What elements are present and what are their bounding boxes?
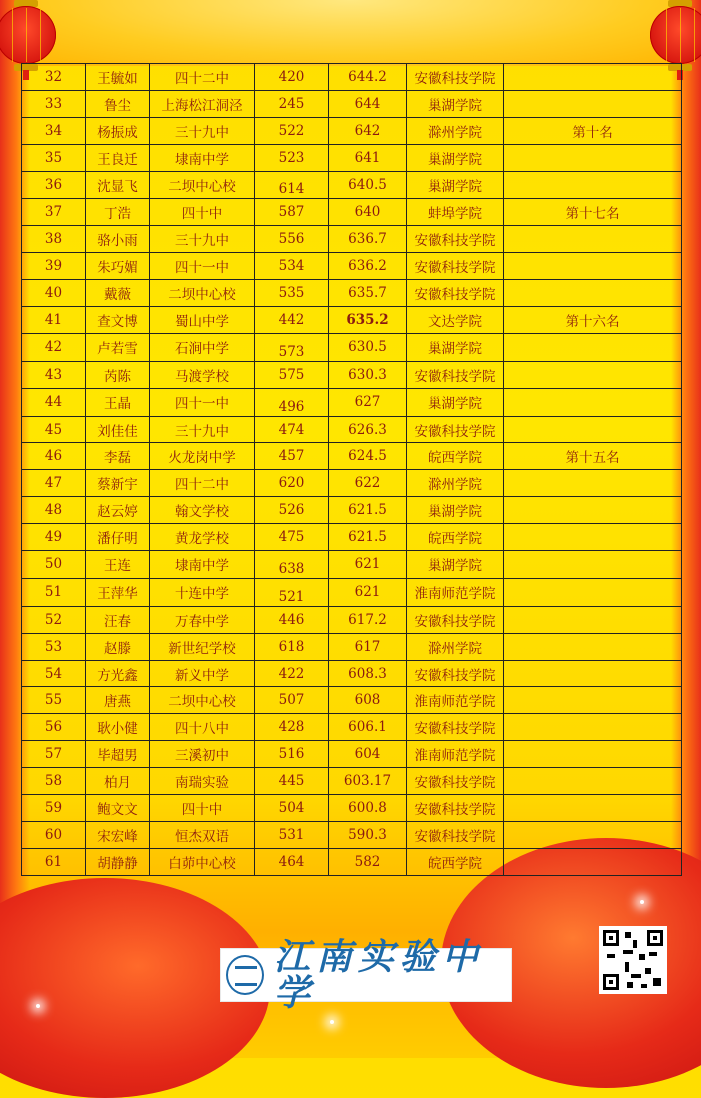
college-cell: 文达学院 [407,307,504,334]
college-cell: 皖西学院 [407,443,504,470]
school-cell: 三十九中 [150,226,255,253]
student-name-cell: 潘仔明 [86,524,150,551]
school-cell: 二坝中心校 [150,171,255,199]
college-cell: 巢湖学院 [407,144,504,171]
total-score-cell: 621 [329,578,407,606]
school-cell: 十连中学 [150,578,255,606]
table-row [22,660,682,687]
score-cell: 245 [255,90,329,117]
table-row [22,633,682,660]
rank-cell: 48 [22,497,86,524]
rank-cell: 46 [22,443,86,470]
school-cell: 上海松江洞泾 [150,90,255,117]
school-cell: 二坝中心校 [150,687,255,714]
rank-cell: 47 [22,470,86,497]
rank-cell: 43 [22,361,86,388]
school-cell: 三十九中 [150,416,255,443]
college-cell: 安徽科技学院 [407,714,504,741]
rank-cell: 39 [22,253,86,280]
college-cell: 安徽科技学院 [407,606,504,633]
school-cell: 新世纪学校 [150,633,255,660]
rank-cell: 37 [22,199,86,226]
table-row [22,388,682,416]
score-cell: 464 [255,848,329,875]
rank-cell: 44 [22,388,86,416]
student-name-cell: 刘佳佳 [86,416,150,443]
rank-cell: 49 [22,524,86,551]
score-cell: 522 [255,117,329,144]
school-cell: 火龙岗中学 [150,443,255,470]
total-score-cell: 627 [329,388,407,416]
college-cell: 蚌埠学院 [407,199,504,226]
student-name-cell: 柏月 [86,768,150,795]
note-cell [504,660,682,687]
note-cell [504,361,682,388]
rank-cell: 32 [22,64,86,91]
school-cell: 四十二中 [150,470,255,497]
student-name-cell: 王毓如 [86,64,150,91]
note-cell [504,551,682,579]
note-cell [504,388,682,416]
total-score-cell: 608 [329,687,407,714]
college-cell: 安徽科技学院 [407,768,504,795]
rank-cell: 51 [22,578,86,606]
college-cell: 皖西学院 [407,524,504,551]
note-cell [504,253,682,280]
total-score-cell: 635.2 [329,307,407,334]
student-name-cell: 耿小健 [86,714,150,741]
college-cell: 巢湖学院 [407,333,504,361]
college-cell: 淮南师范学院 [407,578,504,606]
student-name-cell: 宋宏峰 [86,821,150,848]
score-cell: 422 [255,660,329,687]
school-logo [220,936,512,1014]
student-name-cell: 朱巧媚 [86,253,150,280]
rank-cell: 58 [22,768,86,795]
table-row [22,64,682,91]
student-name-cell: 鲁尘 [86,90,150,117]
table-row [22,144,682,171]
school-cell: 新义中学 [150,660,255,687]
note-cell [504,606,682,633]
score-cell: 496 [255,388,329,416]
score-cell: 504 [255,795,329,822]
total-score-cell: 621.5 [329,497,407,524]
lantern-icon [650,0,701,66]
rank-cell: 60 [22,821,86,848]
score-cell: 618 [255,633,329,660]
college-cell: 滁州学院 [407,470,504,497]
student-name-cell: 卢若雪 [86,333,150,361]
college-cell: 安徽科技学院 [407,64,504,91]
table-row [22,497,682,524]
college-cell: 安徽科技学院 [407,253,504,280]
score-cell: 587 [255,199,329,226]
table-row [22,333,682,361]
rank-cell: 59 [22,795,86,822]
score-cell: 442 [255,307,329,334]
score-cell: 475 [255,524,329,551]
table-row [22,578,682,606]
score-cell: 620 [255,470,329,497]
college-cell: 巢湖学院 [407,171,504,199]
note-cell [504,768,682,795]
sparkle [330,1020,334,1024]
total-score-cell: 630.3 [329,361,407,388]
school-cell: 四十一中 [150,253,255,280]
lantern-icon [0,0,56,66]
college-cell: 滁州学院 [407,117,504,144]
school-cell: 白茆中心校 [150,848,255,875]
note-cell: 第十五名 [504,443,682,470]
student-name-cell: 唐燕 [86,687,150,714]
score-cell: 556 [255,226,329,253]
school-cell: 恒杰双语 [150,821,255,848]
table-row [22,551,682,579]
student-name-cell: 查文博 [86,307,150,334]
college-cell: 安徽科技学院 [407,416,504,443]
college-cell: 安徽科技学院 [407,280,504,307]
note-cell: 第十七名 [504,199,682,226]
school-cell: 三十九中 [150,117,255,144]
school-emblem-icon [226,955,264,995]
table-row [22,768,682,795]
school-cell: 万春中学 [150,606,255,633]
note-cell [504,633,682,660]
school-name: 江南实验中学 [273,936,484,1014]
college-cell: 安徽科技学院 [407,660,504,687]
note-cell [504,144,682,171]
total-score-cell: 636.7 [329,226,407,253]
rank-cell: 50 [22,551,86,579]
school-cell: 南瑞实验 [150,768,255,795]
sparkle [36,1004,40,1008]
table-row [22,821,682,848]
total-score-cell: 621 [329,551,407,579]
table-row [22,606,682,633]
score-cell: 534 [255,253,329,280]
score-cell: 516 [255,741,329,768]
total-score-cell: 642 [329,117,407,144]
school-cell: 石涧中学 [150,333,255,361]
school-cell: 翰文学校 [150,497,255,524]
table-row [22,848,682,875]
table-row [22,171,682,199]
college-cell: 安徽科技学院 [407,821,504,848]
college-cell: 淮南师范学院 [407,687,504,714]
college-cell: 巢湖学院 [407,497,504,524]
note-cell [504,280,682,307]
qr-code-icon [599,926,667,994]
total-score-cell: 621.5 [329,524,407,551]
total-score-cell: 600.8 [329,795,407,822]
note-cell [504,741,682,768]
table-row [22,117,682,144]
note-cell [504,497,682,524]
school-cell: 埭南中学 [150,144,255,171]
total-score-cell: 604 [329,741,407,768]
score-cell: 457 [255,443,329,470]
score-cell: 474 [255,416,329,443]
score-cell: 614 [255,171,329,199]
school-cell: 四十中 [150,199,255,226]
college-cell: 巢湖学院 [407,551,504,579]
college-cell: 淮南师范学院 [407,741,504,768]
score-cell: 420 [255,64,329,91]
rank-cell: 45 [22,416,86,443]
table-row [22,307,682,334]
rank-cell: 56 [22,714,86,741]
score-cell: 521 [255,578,329,606]
table-row [22,687,682,714]
total-score-cell: 636.2 [329,253,407,280]
student-name-cell: 戴薇 [86,280,150,307]
student-name-cell: 沈显飞 [86,171,150,199]
college-cell: 滁州学院 [407,633,504,660]
table-row [22,416,682,443]
total-score-cell: 617 [329,633,407,660]
note-cell [504,416,682,443]
college-cell: 皖西学院 [407,848,504,875]
rank-cell: 41 [22,307,86,334]
note-cell [504,795,682,822]
ranking-table [21,63,682,876]
student-name-cell: 赵滕 [86,633,150,660]
student-name-cell: 芮陈 [86,361,150,388]
student-name-cell: 王晶 [86,388,150,416]
total-score-cell: 644 [329,90,407,117]
total-score-cell: 603.17 [329,768,407,795]
school-cell: 四十八中 [150,714,255,741]
note-cell [504,821,682,848]
student-name-cell: 鲍文文 [86,795,150,822]
score-cell: 523 [255,144,329,171]
score-cell: 638 [255,551,329,579]
rank-cell: 34 [22,117,86,144]
student-name-cell: 蔡新宇 [86,470,150,497]
note-cell [504,90,682,117]
rank-cell: 52 [22,606,86,633]
table-row [22,524,682,551]
score-cell: 526 [255,497,329,524]
note-cell: 第十六名 [504,307,682,334]
college-cell: 巢湖学院 [407,90,504,117]
score-cell: 428 [255,714,329,741]
note-cell [504,687,682,714]
total-score-cell: 582 [329,848,407,875]
school-cell: 黄龙学校 [150,524,255,551]
college-cell: 安徽科技学院 [407,795,504,822]
total-score-cell: 617.2 [329,606,407,633]
college-cell: 巢湖学院 [407,388,504,416]
note-cell [504,333,682,361]
table-row [22,741,682,768]
score-cell: 573 [255,333,329,361]
school-cell: 四十二中 [150,64,255,91]
table-row [22,795,682,822]
total-score-cell: 644.2 [329,64,407,91]
school-cell: 马渡学校 [150,361,255,388]
rank-cell: 54 [22,660,86,687]
student-name-cell: 毕超男 [86,741,150,768]
student-name-cell: 丁浩 [86,199,150,226]
student-name-cell: 王萍华 [86,578,150,606]
sparkle [640,900,644,904]
score-cell: 531 [255,821,329,848]
note-cell [504,171,682,199]
total-score-cell: 626.3 [329,416,407,443]
note-cell: 第十名 [504,117,682,144]
note-cell [504,226,682,253]
note-cell [504,848,682,875]
table-row [22,443,682,470]
student-name-cell: 赵云婷 [86,497,150,524]
total-score-cell: 590.3 [329,821,407,848]
school-cell: 四十中 [150,795,255,822]
rank-cell: 57 [22,741,86,768]
rank-cell: 61 [22,848,86,875]
student-name-cell: 方光鑫 [86,660,150,687]
student-name-cell: 杨振成 [86,117,150,144]
rank-cell: 42 [22,333,86,361]
table-row [22,253,682,280]
rank-cell: 40 [22,280,86,307]
school-cell: 蜀山中学 [150,307,255,334]
school-cell: 四十一中 [150,388,255,416]
rank-cell: 53 [22,633,86,660]
total-score-cell: 640.5 [329,171,407,199]
school-cell: 二坝中心校 [150,280,255,307]
score-cell: 575 [255,361,329,388]
ranking-table-body [22,64,682,876]
total-score-cell: 624.5 [329,443,407,470]
rank-cell: 38 [22,226,86,253]
rank-cell: 33 [22,90,86,117]
table-row [22,226,682,253]
total-score-cell: 640 [329,199,407,226]
student-name-cell: 王良迁 [86,144,150,171]
note-cell [504,714,682,741]
student-name-cell: 胡静静 [86,848,150,875]
student-name-cell: 汪春 [86,606,150,633]
school-cell: 埭南中学 [150,551,255,579]
college-cell: 安徽科技学院 [407,361,504,388]
table-row [22,280,682,307]
total-score-cell: 606.1 [329,714,407,741]
student-name-cell: 李磊 [86,443,150,470]
note-cell [504,64,682,91]
rank-cell: 36 [22,171,86,199]
rank-cell: 55 [22,687,86,714]
score-cell: 535 [255,280,329,307]
school-cell: 三溪初中 [150,741,255,768]
table-row [22,470,682,497]
total-score-cell: 641 [329,144,407,171]
score-cell: 445 [255,768,329,795]
total-score-cell: 630.5 [329,333,407,361]
table-row [22,714,682,741]
rank-cell: 35 [22,144,86,171]
score-cell: 446 [255,606,329,633]
top-decoration [0,0,701,66]
total-score-cell: 622 [329,470,407,497]
table-row [22,199,682,226]
note-cell [504,524,682,551]
total-score-cell: 608.3 [329,660,407,687]
total-score-cell: 635.7 [329,280,407,307]
table-row [22,90,682,117]
note-cell [504,470,682,497]
note-cell [504,578,682,606]
table-row [22,361,682,388]
college-cell: 安徽科技学院 [407,226,504,253]
student-name-cell: 王连 [86,551,150,579]
score-cell: 507 [255,687,329,714]
student-name-cell: 骆小雨 [86,226,150,253]
